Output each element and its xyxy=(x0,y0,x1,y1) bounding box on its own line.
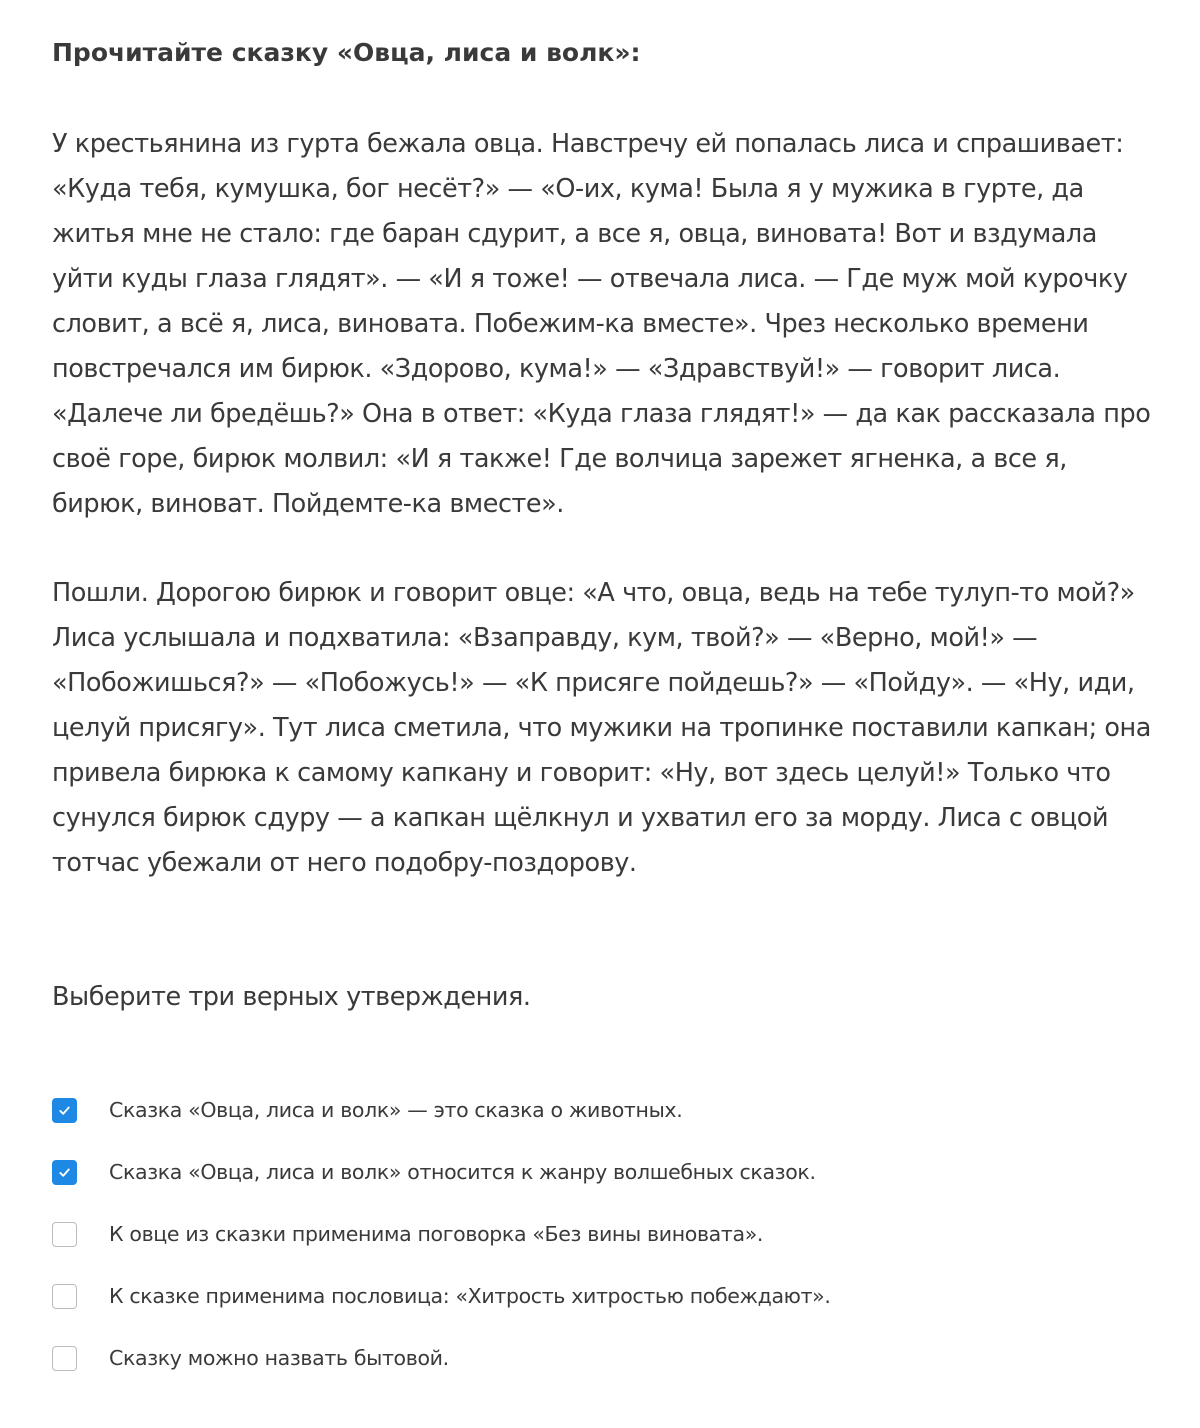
answer-option-5[interactable] xyxy=(52,1327,1152,1389)
checkmark-icon xyxy=(57,1165,72,1180)
checkbox[interactable] xyxy=(52,1098,77,1123)
checkbox[interactable] xyxy=(52,1222,77,1247)
answer-option-2[interactable] xyxy=(52,1141,1152,1203)
page-title: Прочитайте сказку «Овца, лиса и волк»: xyxy=(52,38,641,67)
answer-option-4[interactable] xyxy=(52,1265,1152,1327)
story-paragraph-2: Пошли. Дорогою бирюк и говорит овце: «А что, овца, ведь на тебе тулуп-то мой?» Лиса услышала и подхватила: «Взаправду, кум, твой?» — «Верно, мой!» — «Побожишься?» — «Побожусь!» — «К присяге пойдешь?» — «Пойду». — «Ну, иди, целуй присягу». Тут лиса сметила, что мужики на тропинке поставили капкан; она привела бирюка к самому капкану и говорит: «Ну, вот здесь целуй!» Только что сунулся бирюк сдуру — а капкан щёлкнул и ухватил его за морду. Лиса с овцой тотчас убежали от него подобру-поздорову. xyxy=(52,578,1151,878)
answer-option-3[interactable] xyxy=(52,1203,1152,1265)
story-paragraph-1: У крестьянина из гурта бежала овца. Навстречу ей попалась лиса и спрашивает: «Куда тебя, кумушка, бог несёт?» — «О-их, кума! Была я у мужика в гурте, да житья мне не стало: где баран сдурит, а все я, овца, виновата! Вот и вздумала уйти куды глаза глядят». — «И я тоже! — отвечала лиса. — Где муж мой курочку словит, а всё я, лиса, виновата. Побежим-ка вместе». Чрез несколько времени повстречался им бирюк. «Здорово, кума!» — «Здравствуй!» — говорит лиса. «Далече ли бредёшь?» Она в ответ: «Куда глаза глядят!» — да как рассказала про своё горе, бирюк молвил: «И я также! Где волчица зарежет ягненка, а все я, бирюк, виноват. Пойдемте-ка вместе». xyxy=(52,129,1151,519)
task-instruction: Выберите три верных утверждения. xyxy=(52,982,531,1012)
option-label: К сказке применима пословица: «Хитрость хитростью побеждают». xyxy=(109,1284,831,1308)
option-label: Сказка «Овца, лиса и волк» относится к жанру волшебных сказок. xyxy=(109,1160,816,1184)
reading-passage xyxy=(52,30,1162,886)
checkbox[interactable] xyxy=(52,1160,77,1185)
option-label: К овце из сказки применима поговорка «Без вины виновата». xyxy=(109,1222,764,1246)
checkmark-icon xyxy=(57,1103,72,1118)
option-label: Сказку можно назвать бытовой. xyxy=(109,1346,449,1370)
checkbox[interactable] xyxy=(52,1346,77,1371)
option-label: Сказка «Овца, лиса и волк» — это сказка о животных. xyxy=(109,1098,683,1122)
checkbox[interactable] xyxy=(52,1284,77,1309)
answer-option-1[interactable] xyxy=(52,1079,1152,1141)
answer-options xyxy=(52,1079,1152,1389)
